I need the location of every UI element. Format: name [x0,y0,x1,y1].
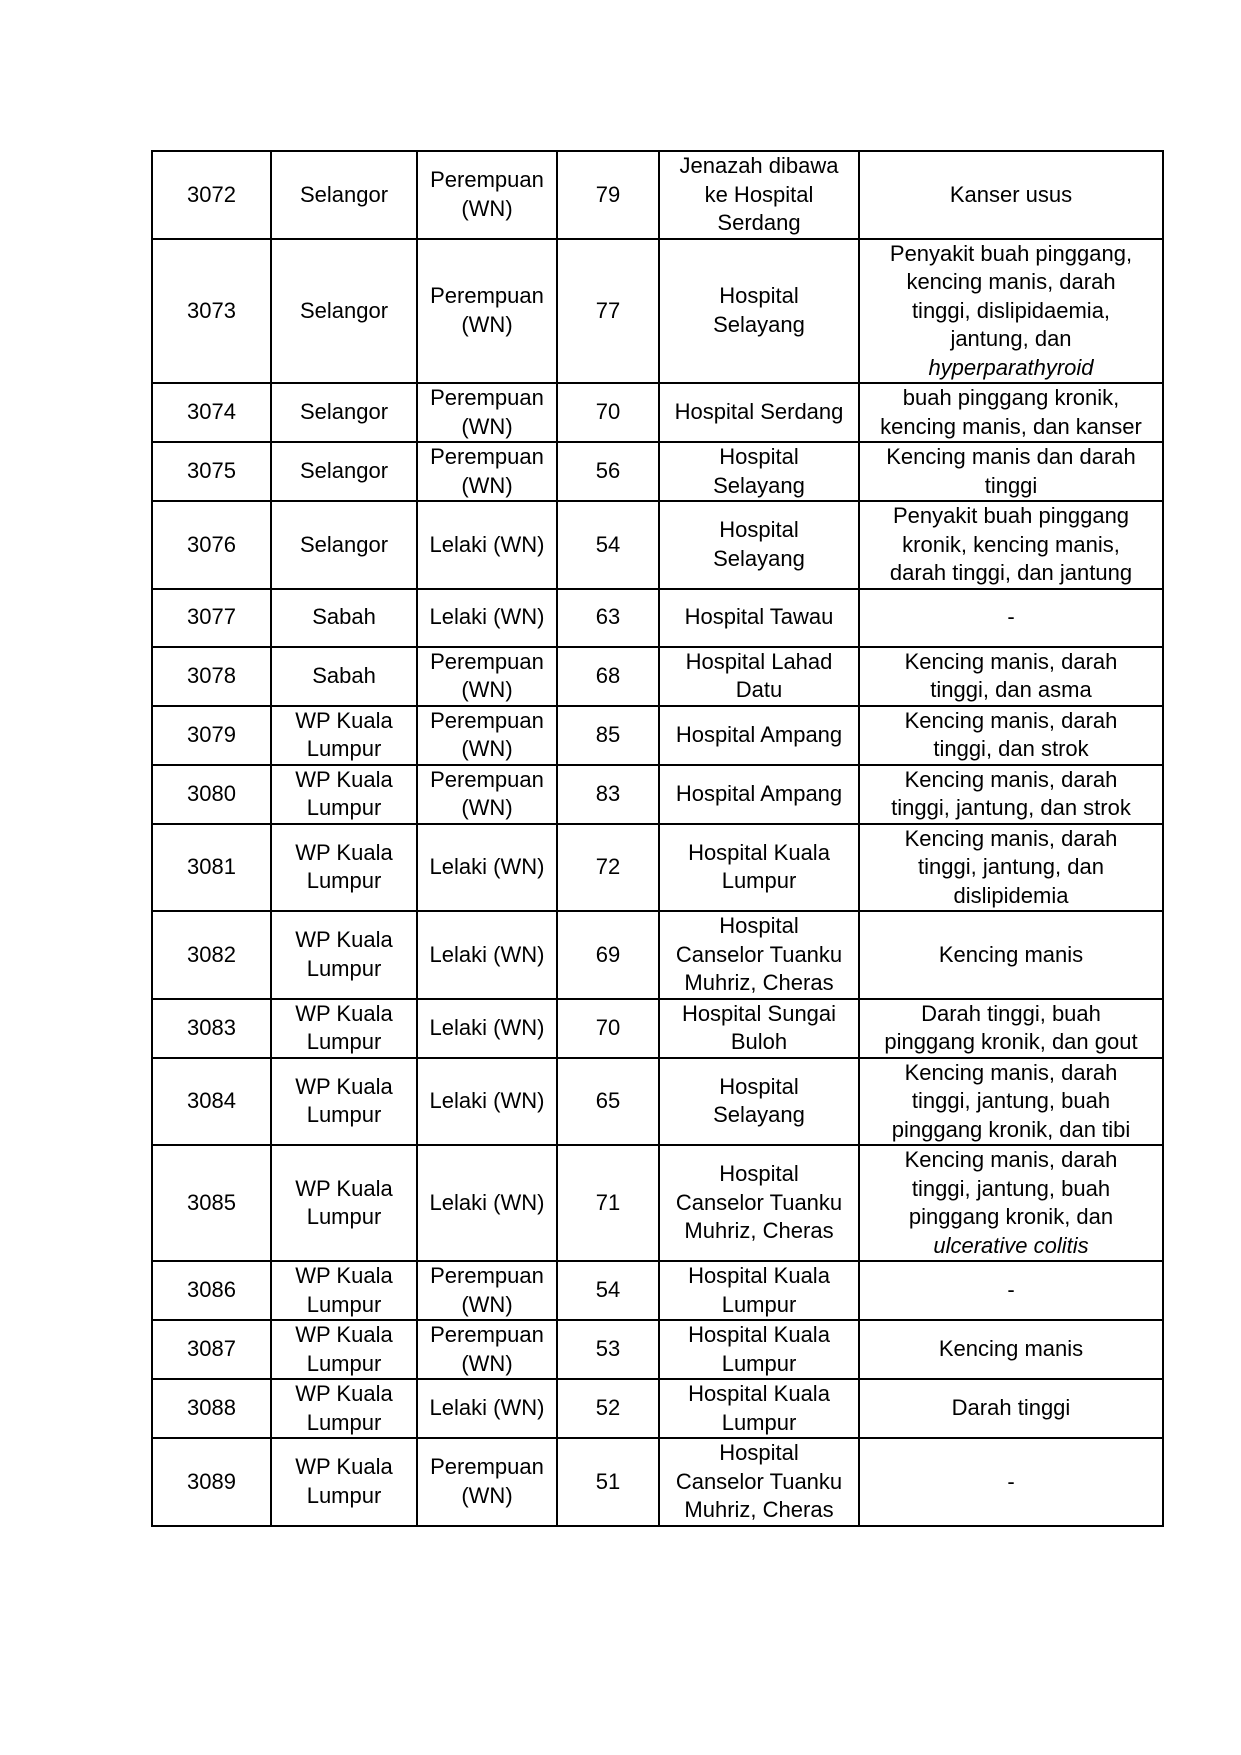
state-text: WP Kuala Lumpur [295,1073,393,1128]
conditions-line: Kencing manis, darah [904,825,1118,851]
cell-state [271,1145,417,1261]
hospital-line: Lumpur [721,1350,797,1376]
age-text: 83 [595,780,621,806]
cell-hospital [659,442,859,501]
gender-text: Perempuan (WN) [430,283,544,337]
death-cases-table [151,150,1164,1527]
conditions-line: tinggi, jantung, buah [911,1175,1111,1201]
cell-state [271,239,417,384]
cell-state [271,999,417,1058]
hospital-line: Hospital Ampang [675,780,843,806]
cell-hospital [659,589,859,647]
gender-text: Lelaki (WN) [429,1014,545,1040]
gender-text: Perempuan (WN) [430,1322,544,1376]
case-number-text: 3084 [187,1088,236,1113]
age-text: 79 [595,181,621,207]
case-number-text: 3077 [187,604,236,630]
hospital-line: Hospital [719,1073,799,1099]
cell-age [557,589,659,647]
conditions-line: kencing manis, darah [906,269,1116,294]
cell-conditions [859,706,1163,765]
cell-gender [417,1145,557,1261]
cell-state [271,765,417,824]
case-number-text: 3073 [187,297,236,323]
case-number-text: 3074 [187,399,236,425]
cell-hospital [659,824,859,912]
hospital-line: Muhriz, Cheras [684,1497,834,1522]
table-row [152,1058,1163,1146]
hospital-line: Muhriz, Cheras [684,1218,834,1244]
cell-hospital [659,383,859,442]
cell-case-number [152,706,271,765]
case-number-text: 3080 [187,780,236,806]
cell-state [271,589,417,647]
case-number-text: 3083 [187,1014,236,1040]
state-text: Selangor [299,458,389,484]
conditions-line: Penyakit buah pinggang, [889,240,1133,266]
state-text: WP Kuala Lumpur [295,1263,393,1317]
hospital-line: Hospital [719,1440,799,1465]
cell-hospital [659,151,859,239]
gender-text: Perempuan (WN) [430,1454,544,1508]
age-text: 54 [595,1277,621,1303]
hospital-line: Selayang [713,472,805,498]
cell-age [557,1058,659,1146]
cell-conditions [859,1438,1163,1526]
state-text: Sabah [312,604,376,630]
table-row [152,239,1163,384]
conditions-line: tinggi, dan strok [933,736,1089,761]
table-row [152,1320,1163,1379]
cell-age [557,1145,659,1261]
conditions-line: Kencing manis, darah [904,648,1118,674]
gender-text: Lelaki (WN) [429,941,545,967]
case-number-text: 3078 [187,662,236,688]
hospital-line: Selayang [713,1102,805,1128]
cell-gender [417,999,557,1058]
hospital-line: Hospital Lahad [685,648,833,674]
conditions-line: Kencing manis [938,1336,1084,1362]
conditions-line: Kencing manis [938,941,1084,967]
state-text: WP Kuala Lumpur [295,1322,393,1376]
cell-state [271,1320,417,1379]
case-number-text: 3081 [187,854,236,879]
conditions-line: tinggi, dislipidaemia, [911,297,1111,323]
table-body [152,151,1163,1526]
cell-state [271,1438,417,1526]
gender-text: Perempuan (WN) [430,707,544,761]
case-number-text: 3076 [187,531,236,557]
state-text: WP Kuala Lumpur [295,766,393,820]
cell-gender [417,1320,557,1379]
cell-hospital [659,239,859,384]
conditions-line: Kencing manis, darah [904,707,1118,733]
conditions-line: jantung, dan [950,326,1072,351]
cell-case-number [152,442,271,501]
cell-case-number [152,383,271,442]
cell-case-number [152,589,271,647]
cell-conditions [859,589,1163,647]
conditions-line: pinggang kronik, dan gout [884,1029,1138,1054]
age-text: 71 [595,1189,621,1215]
conditions-line: Kanser usus [949,181,1073,207]
cell-case-number [152,239,271,384]
table-row [152,706,1163,765]
cell-case-number [152,999,271,1058]
table-row [152,589,1163,647]
cell-age [557,1261,659,1320]
conditions-line: tinggi, jantung, dan [918,854,1104,879]
hospital-line: Lumpur [721,1291,797,1317]
hospital-line: Buloh [730,1029,788,1054]
conditions-line: tinggi [984,472,1038,498]
cell-state [271,911,417,999]
cell-conditions [859,911,1163,999]
state-text: WP Kuala Lumpur [295,1000,393,1054]
state-text: Selangor [299,531,389,557]
cell-gender [417,824,557,912]
table-row [152,151,1163,239]
case-number-text: 3088 [187,1395,236,1421]
cell-gender [417,1379,557,1438]
conditions-line: kronik, kencing manis, [902,531,1120,557]
conditions-line: ulcerative colitis [933,1232,1089,1258]
gender-text: Perempuan (WN) [430,648,544,702]
cell-gender [417,647,557,706]
hospital-line: Hospital [719,283,799,309]
cell-age [557,239,659,384]
cell-gender [417,765,557,824]
case-number-text: 3086 [187,1277,236,1303]
age-text: 85 [595,721,621,747]
cell-hospital [659,501,859,589]
cell-state [271,442,417,501]
age-text: 70 [595,1014,621,1040]
conditions-line: kencing manis, dan kanser [880,413,1142,439]
hospital-line: Selayang [713,311,805,337]
cell-age [557,911,659,999]
cell-gender [417,383,557,442]
gender-text: Lelaki (WN) [429,1088,545,1113]
age-text: 54 [595,531,621,557]
state-text: Selangor [299,399,389,425]
hospital-line: Lumpur [721,1409,797,1435]
cell-age [557,442,659,501]
cell-gender [417,911,557,999]
age-text: 56 [595,458,621,484]
cell-case-number [152,765,271,824]
cell-gender [417,706,557,765]
conditions-line: buah pinggang kronik, [902,385,1120,410]
hospital-line: Hospital Kuala [688,1322,830,1347]
gender-text: Perempuan (WN) [430,444,544,498]
gender-text: Perempuan (WN) [430,167,544,221]
table-row [152,1379,1163,1438]
cell-hospital [659,999,859,1058]
conditions-line: tinggi, dan asma [930,677,1092,702]
gender-text: Lelaki (WN) [429,1395,545,1421]
state-text: Selangor [299,297,389,323]
case-number-text: 3072 [187,181,236,207]
age-text: 53 [595,1336,621,1362]
cell-conditions [859,501,1163,589]
gender-text: Perempuan (WN) [430,385,544,439]
case-number-text: 3082 [187,941,236,967]
cell-case-number [152,1379,271,1438]
age-text: 70 [595,399,621,425]
cell-gender [417,239,557,384]
hospital-line: Canselor Tuanku [675,1468,843,1494]
cell-state [271,501,417,589]
cell-hospital [659,1379,859,1438]
cell-state [271,824,417,912]
state-text: WP Kuala Lumpur [295,1454,393,1508]
case-number-text: 3075 [187,458,236,484]
state-text: WP Kuala Lumpur [295,1175,393,1229]
gender-text: Lelaki (WN) [429,604,545,630]
cell-conditions [859,1261,1163,1320]
cell-gender [417,1261,557,1320]
hospital-line: Datu [735,677,783,702]
gender-text: Lelaki (WN) [429,1189,545,1215]
hospital-line: Hospital [719,1161,799,1187]
hospital-line: Hospital Sungai [681,1000,837,1026]
cell-conditions [859,765,1163,824]
hospital-line: Canselor Tuanku [675,1189,843,1215]
hospital-line: Hospital Serdang [674,399,844,425]
table-row [152,765,1163,824]
conditions-line: Kencing manis, darah [904,1059,1118,1085]
conditions-line: darah tinggi, dan jantung [889,560,1133,585]
cell-hospital [659,1261,859,1320]
hospital-line: Hospital [719,444,799,469]
cell-conditions [859,647,1163,706]
age-text: 69 [595,941,621,967]
gender-text: Lelaki (WN) [429,854,545,879]
hospital-line: Selayang [713,545,805,571]
cell-conditions [859,151,1163,239]
table-row [152,1145,1163,1261]
conditions-line: Darah tinggi [951,1395,1071,1421]
cell-conditions [859,383,1163,442]
cell-hospital [659,765,859,824]
cell-case-number [152,911,271,999]
table-row [152,999,1163,1058]
cell-age [557,501,659,589]
cell-age [557,383,659,442]
hospital-line: Hospital [719,913,799,938]
table-row [152,647,1163,706]
cell-age [557,1379,659,1438]
hospital-line: Hospital Kuala [688,1381,830,1406]
cell-age [557,706,659,765]
hospital-line: Jenazah dibawa [679,153,839,178]
cell-conditions [859,999,1163,1058]
table-row [152,442,1163,501]
hospital-line: Hospital Tawau [684,604,834,630]
cell-state [271,706,417,765]
state-text: WP Kuala Lumpur [295,927,393,981]
cell-gender [417,1058,557,1146]
conditions-line: dislipidemia [953,882,1069,908]
cell-hospital [659,1058,859,1146]
cell-state [271,383,417,442]
hospital-line: Hospital Ampang [675,721,843,747]
cell-conditions [859,1379,1163,1438]
cell-gender [417,1438,557,1526]
conditions-line: Darah tinggi, buah [921,1000,1101,1026]
hospital-line: Hospital [719,517,799,543]
conditions-line: - [1007,604,1015,630]
cell-age [557,151,659,239]
cell-case-number [152,824,271,912]
conditions-line: Kencing manis, darah [904,1147,1118,1172]
cell-gender [417,442,557,501]
cell-state [271,151,417,239]
cell-hospital [659,1320,859,1379]
cell-age [557,647,659,706]
case-number-text: 3079 [187,721,236,747]
cell-hospital [659,911,859,999]
cell-state [271,1379,417,1438]
conditions-line: Kencing manis dan darah [886,444,1136,469]
cell-case-number [152,1261,271,1320]
conditions-line: pinggang kronik, dan tibi [891,1116,1131,1142]
cell-state [271,1058,417,1146]
cell-case-number [152,1438,271,1526]
conditions-line: - [1007,1277,1015,1303]
conditions-line: pinggang kronik, dan [908,1204,1114,1229]
cell-conditions [859,1320,1163,1379]
conditions-line: hyperparathyroid [928,354,1094,380]
cell-case-number [152,1145,271,1261]
cell-conditions [859,824,1163,912]
cell-hospital [659,706,859,765]
table-row [152,1261,1163,1320]
cell-hospital [659,1145,859,1261]
cell-gender [417,151,557,239]
case-number-text: 3085 [187,1189,236,1215]
age-text: 52 [595,1395,621,1421]
cell-age [557,765,659,824]
hospital-line: Serdang [717,210,801,235]
conditions-line: Kencing manis, darah [904,766,1118,792]
table-row [152,1438,1163,1526]
age-text: 51 [595,1468,621,1494]
conditions-line: tinggi, jantung, dan strok [891,795,1131,820]
cell-state [271,647,417,706]
table-row [152,383,1163,442]
hospital-line: Muhriz, Cheras [684,970,834,995]
conditions-line: tinggi, jantung, buah [911,1088,1111,1113]
gender-text: Perempuan (WN) [430,1263,544,1317]
state-text: Sabah [312,662,376,688]
state-text: WP Kuala Lumpur [295,839,393,894]
conditions-line: - [1007,1468,1015,1494]
cell-hospital [659,1438,859,1526]
age-text: 68 [595,662,621,688]
age-text: 63 [595,604,621,630]
state-text: WP Kuala Lumpur [295,1381,393,1435]
cell-gender [417,589,557,647]
cell-case-number [152,1058,271,1146]
cell-conditions [859,239,1163,384]
cell-conditions [859,442,1163,501]
case-number-text: 3089 [187,1468,236,1494]
cell-case-number [152,501,271,589]
hospital-line: Canselor Tuanku [675,941,843,967]
table-row [152,911,1163,999]
table-row [152,824,1163,912]
age-text: 65 [595,1088,621,1113]
hospital-line: Lumpur [721,868,797,894]
hospital-line: Hospital Kuala [688,1263,830,1288]
cell-age [557,999,659,1058]
cell-case-number [152,1320,271,1379]
cell-conditions [859,1145,1163,1261]
cell-conditions [859,1058,1163,1146]
cell-case-number [152,647,271,706]
case-number-text: 3087 [187,1336,236,1362]
age-text: 72 [595,854,621,879]
hospital-line: Hospital Kuala [688,839,830,865]
gender-text: Perempuan (WN) [430,766,544,820]
cell-case-number [152,151,271,239]
cell-age [557,1320,659,1379]
conditions-line: Penyakit buah pinggang [892,503,1130,528]
gender-text: Lelaki (WN) [429,531,545,557]
cell-hospital [659,647,859,706]
hospital-line: ke Hospital [704,181,814,207]
state-text: WP Kuala Lumpur [295,707,393,761]
cell-age [557,824,659,912]
cell-state [271,1261,417,1320]
cell-gender [417,501,557,589]
age-text: 77 [595,297,621,323]
cell-age [557,1438,659,1526]
table-row [152,501,1163,589]
state-text: Selangor [299,181,389,207]
